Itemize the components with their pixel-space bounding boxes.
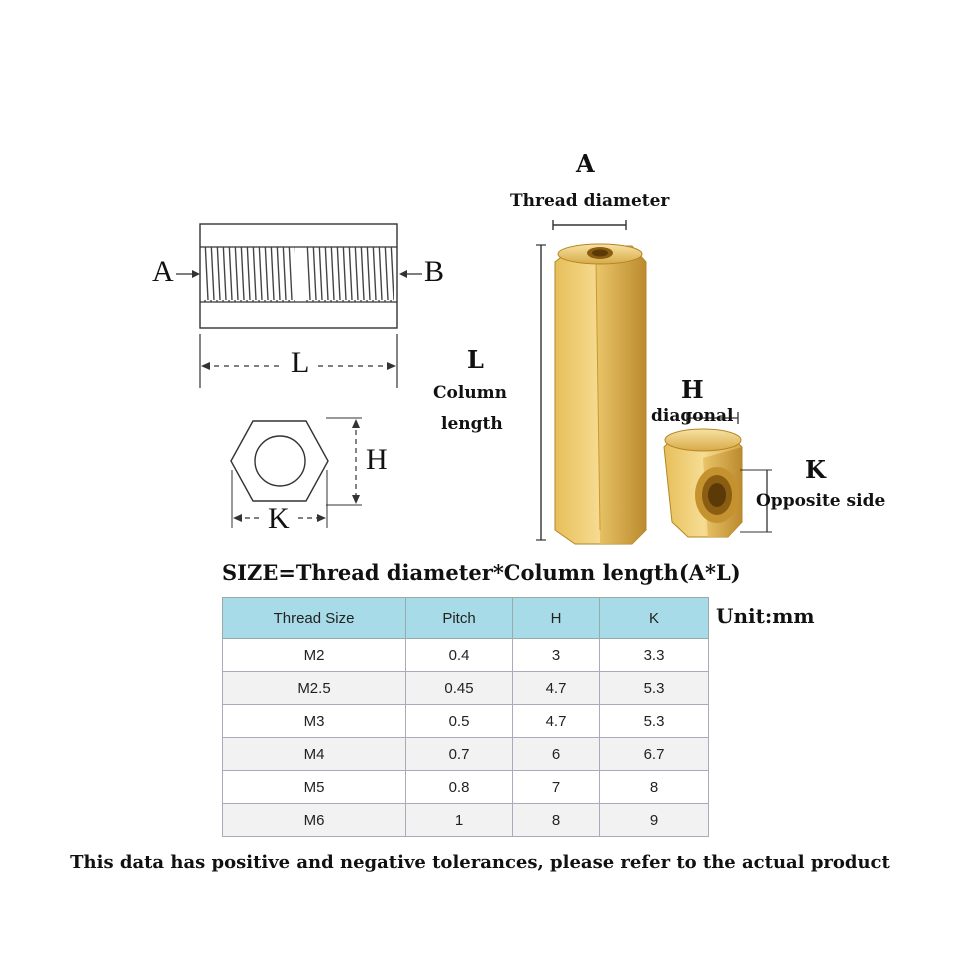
h-label: H bbox=[681, 375, 704, 404]
table-row bbox=[223, 639, 709, 672]
header-pitch: Pitch bbox=[406, 598, 513, 639]
cell-thread-size: M6 bbox=[223, 804, 406, 837]
hex-h-label: H bbox=[366, 443, 388, 476]
a-label: A bbox=[576, 149, 595, 178]
header-k: K bbox=[600, 598, 709, 639]
table-row bbox=[223, 771, 709, 804]
size-table bbox=[222, 597, 709, 837]
table-row bbox=[223, 804, 709, 837]
cell-k: 6.7 bbox=[600, 738, 709, 771]
cell-thread-size: M2.5 bbox=[223, 672, 406, 705]
cell-k: 9 bbox=[600, 804, 709, 837]
table-row bbox=[223, 705, 709, 738]
short-standoff bbox=[664, 429, 742, 537]
cell-pitch: 0.7 bbox=[406, 738, 513, 771]
tall-standoff bbox=[555, 244, 646, 544]
cell-pitch: 0.4 bbox=[406, 639, 513, 672]
thread-diameter-label: Thread diameter bbox=[510, 191, 670, 211]
size-title: SIZE=Thread diameter*Column length(A*L) bbox=[222, 560, 741, 585]
cell-h: 3 bbox=[513, 639, 600, 672]
cell-h: 7 bbox=[513, 771, 600, 804]
header-h: H bbox=[513, 598, 600, 639]
cell-k: 5.3 bbox=[600, 705, 709, 738]
tolerance-note: This data has positive and negative tolerances, please refer to the actual product bbox=[70, 852, 890, 873]
cell-pitch: 1 bbox=[406, 804, 513, 837]
cell-h: 8 bbox=[513, 804, 600, 837]
cell-h: 4.7 bbox=[513, 672, 600, 705]
k-label: K bbox=[805, 455, 826, 484]
table-row bbox=[223, 738, 709, 771]
side-b-label: B bbox=[424, 255, 445, 288]
cell-h: 4.7 bbox=[513, 705, 600, 738]
diagonal-label: diagonal bbox=[651, 406, 734, 426]
cell-pitch: 0.8 bbox=[406, 771, 513, 804]
column-label: Column bbox=[433, 383, 508, 403]
cell-thread-size: M3 bbox=[223, 705, 406, 738]
cell-thread-size: M5 bbox=[223, 771, 406, 804]
cell-pitch: 0.45 bbox=[406, 672, 513, 705]
side-a-label: A bbox=[152, 255, 174, 288]
side-l-label: L bbox=[291, 346, 310, 379]
l-label: L bbox=[467, 345, 484, 374]
cell-k: 5.3 bbox=[600, 672, 709, 705]
hex-k-label: K bbox=[268, 502, 290, 535]
length-label: length bbox=[441, 414, 503, 434]
opposite-side-label: Opposite side bbox=[756, 491, 886, 511]
cell-thread-size: M4 bbox=[223, 738, 406, 771]
cell-thread-size: M2 bbox=[223, 639, 406, 672]
unit-label: Unit:mm bbox=[716, 604, 815, 628]
header-thread-size: Thread Size bbox=[223, 598, 406, 639]
cell-h: 6 bbox=[513, 738, 600, 771]
cell-k: 8 bbox=[600, 771, 709, 804]
table-header-row bbox=[223, 598, 709, 639]
table-row bbox=[223, 672, 709, 705]
cell-pitch: 0.5 bbox=[406, 705, 513, 738]
cell-k: 3.3 bbox=[600, 639, 709, 672]
